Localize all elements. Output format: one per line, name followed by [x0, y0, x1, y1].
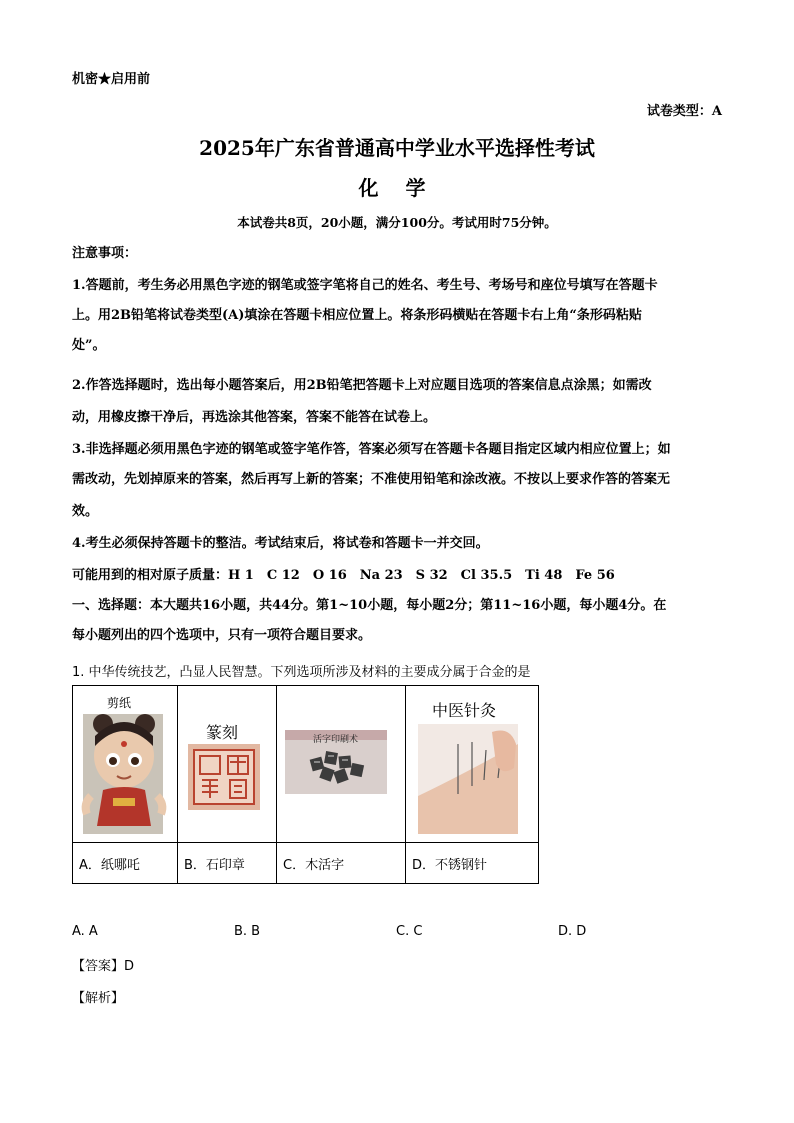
note-line: 4.考生必须保持答题卡的整洁。考试结束后，将试卷和答题卡一并交回。 — [72, 536, 489, 551]
answer-label: 【答案】 — [72, 959, 125, 974]
note-line: 2.作答选择题时，选出每小题答案后，用2B铅笔把答题卡上对应题目选项的答案信息点涂黑；如需改 — [72, 378, 652, 393]
choice-d: D. D — [558, 924, 587, 939]
section-one-line1: 一、选择题：本大题共16小题，共44分。第1~10小题，每小题2分；第11~16小题，每小题4分。在 — [72, 598, 667, 613]
option-b-label: B．石印章 — [178, 843, 277, 884]
answer-value: D — [124, 959, 135, 974]
note-line: 处”。 — [72, 338, 106, 353]
paper-type: 试卷类型：A — [646, 104, 722, 119]
option-c-label: C．木活字 — [277, 843, 406, 884]
option-c-image-cell — [277, 686, 406, 843]
choice-a: A. A — [72, 924, 98, 939]
note-line: 效。 — [72, 504, 99, 519]
image-caption-papercut: 剪纸 — [107, 696, 132, 710]
option-a-label: A．纸哪吒 — [73, 843, 178, 884]
note-line: 动，用橡皮擦干净后，再选涂其他答案，答案不能答在试卷上。 — [72, 410, 437, 425]
option-d-image-cell — [406, 686, 539, 843]
note-line: 1.答题前，考生务必用黑色字迹的钢笔或签字笔将自己的姓名、考生号、考场号和座位号填写在答题卡 — [72, 278, 658, 293]
choice-b: B. B — [234, 924, 261, 939]
stone-seal-image — [178, 686, 276, 842]
analysis-label: 【解析】 — [72, 991, 125, 1006]
image-caption-acupuncture: 中医针灸 — [432, 701, 497, 720]
option-b-image-cell — [178, 686, 277, 843]
note-line: 需改动，先划掉原来的答案，然后再写上新的答案；不准使用铅笔和涂改液。不按以上要求作答的答案无 — [72, 472, 671, 487]
exam-title: 2025年广东省普通高中学业水平选择性考试 — [199, 136, 595, 160]
section-one-line2: 每小题列出的四个选项中，只有一项符合题目要求。 — [72, 628, 372, 643]
acupuncture-needles-image — [406, 686, 538, 842]
exam-description: 本试卷共8页，20小题，满分100分。考试用时75分钟。 — [237, 215, 557, 230]
nezha-paper-doll-image — [73, 686, 177, 842]
atomic-masses: 可能用到的相对原子质量：H 1 C 12 O 16 Na 23 S 32 Cl 35.5 Ti 48 Fe 56 — [72, 568, 615, 583]
notes-heading: 注意事项： — [72, 246, 138, 261]
note-line: 上。用2B铅笔将试卷类型(A)填涂在答题卡相应位置上。将条形码横贴在答题卡右上角“条形码粘贴 — [72, 308, 642, 323]
option-a-image-cell — [73, 686, 178, 843]
choice-c: C. C — [396, 924, 423, 939]
answer-line — [72, 955, 134, 974]
question-1-options-table — [72, 685, 539, 884]
exam-subject: 化 学 — [358, 176, 436, 200]
question-1-stem: 1. 中华传统技艺，凸显人民智慧。下列选项所涉及材料的主要成分属于合金的是 — [72, 665, 531, 680]
option-d-label: D．不锈钢针 — [406, 843, 539, 884]
image-caption-seal: 篆刻 — [206, 723, 239, 742]
movable-type-image — [277, 686, 405, 842]
confidential-label: 机密★启用前 — [72, 72, 151, 87]
image-caption-movable-type: 活字印刷术 — [313, 735, 359, 745]
note-line: 3.非选择题必须用黑色字迹的钢笔或签字笔作答，答案必须写在答题卡各题目指定区域内相应位置上；如 — [72, 442, 671, 457]
